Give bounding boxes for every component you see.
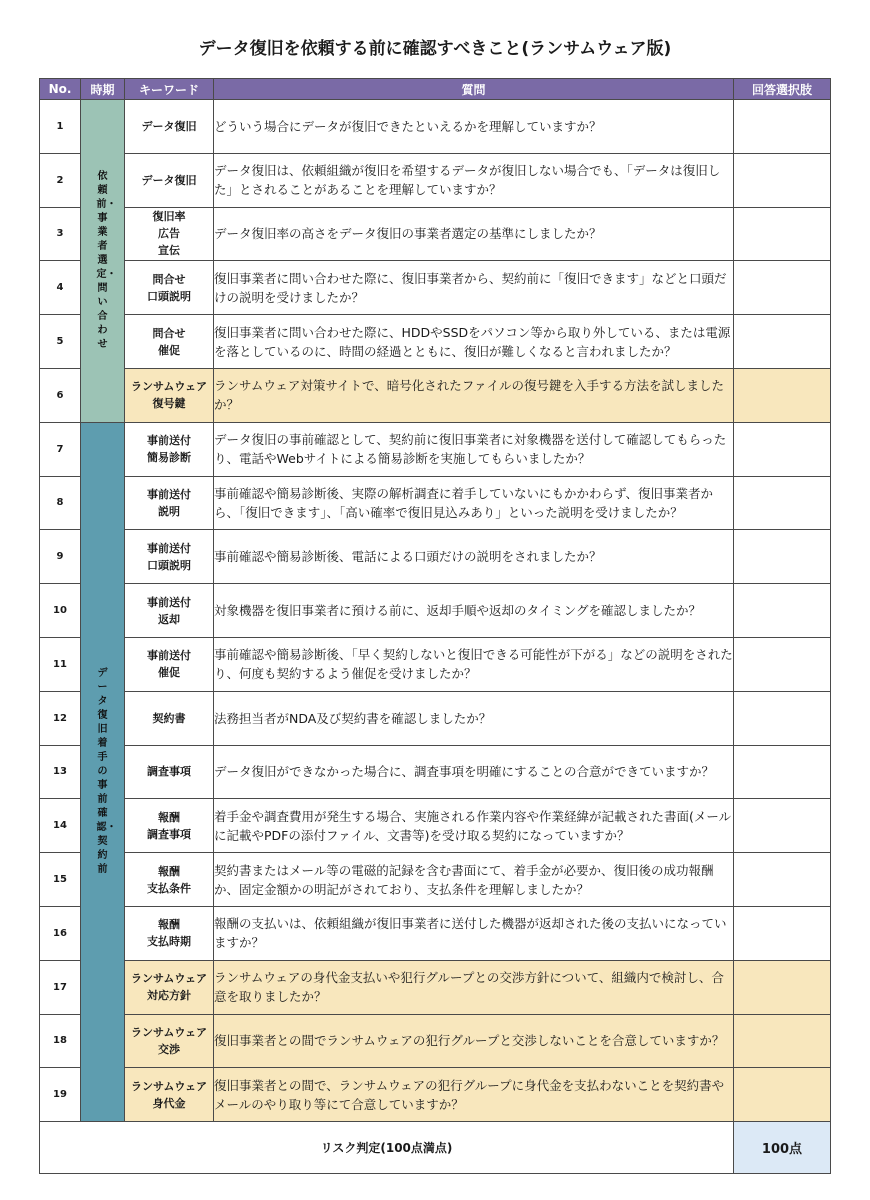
keyword-cell: データ復旧 <box>125 153 214 207</box>
header-period: 時期 <box>81 79 125 100</box>
row-number: 17 <box>40 960 81 1014</box>
row-number: 19 <box>40 1068 81 1122</box>
phase-label: データ復旧着手の事前確認・契約前 <box>96 667 117 875</box>
header-no: No. <box>40 79 81 100</box>
table-row <box>40 530 831 584</box>
row-number: 14 <box>40 799 81 853</box>
answer-cell[interactable] <box>734 745 831 799</box>
row-number: 8 <box>40 476 81 530</box>
question-cell: データ復旧は、依頼組織が復旧を希望するデータが復旧しない場合でも、「データは復旧した」とされることがあることを理解していますか？ <box>214 153 734 207</box>
row-number: 13 <box>40 745 81 799</box>
answer-cell[interactable] <box>734 906 831 960</box>
keyword-cell: ランサムウェア 身代金 <box>125 1068 214 1122</box>
keyword-cell: ランサムウェア 交渉 <box>125 1014 214 1068</box>
row-number: 11 <box>40 637 81 691</box>
answer-cell[interactable] <box>734 853 831 907</box>
answer-cell[interactable] <box>734 315 831 369</box>
phase-cell-1 <box>81 100 125 423</box>
table-row <box>40 315 831 369</box>
table-row <box>40 476 831 530</box>
keyword-cell: 問合せ 口頭説明 <box>125 261 214 315</box>
phase-cell-2 <box>81 422 125 1121</box>
keyword-cell: 事前送付 催促 <box>125 637 214 691</box>
row-number: 1 <box>40 100 81 154</box>
page-title: データ復旧を依頼する前に確認すべきこと(ランサムウェア版) <box>198 39 672 59</box>
keyword-cell: 事前送付 説明 <box>125 476 214 530</box>
risk-score: 100点 <box>734 1122 831 1174</box>
table-row <box>40 745 831 799</box>
answer-cell[interactable] <box>734 476 831 530</box>
answer-cell[interactable] <box>734 368 831 422</box>
question-cell: ランサムウェアの身代金支払いや犯行グループとの交渉方針について、組織内で検討し、合意を取りましたか？ <box>214 960 734 1014</box>
answer-cell[interactable] <box>734 261 831 315</box>
table-row <box>40 799 831 853</box>
row-number: 5 <box>40 315 81 369</box>
answer-cell[interactable] <box>734 960 831 1014</box>
answer-cell[interactable] <box>734 530 831 584</box>
table-row <box>40 691 831 745</box>
row-number: 9 <box>40 530 81 584</box>
answer-cell[interactable] <box>734 100 831 154</box>
row-number: 4 <box>40 261 81 315</box>
question-cell: 事前確認や簡易診断後、電話による口頭だけの説明をされましたか？ <box>214 530 734 584</box>
keyword-cell: 問合せ 催促 <box>125 315 214 369</box>
table-row <box>40 1014 831 1068</box>
row-number: 7 <box>40 422 81 476</box>
keyword-cell: 報酬 支払条件 <box>125 853 214 907</box>
question-cell: 事前確認や簡易診断後、実際の解析調査に着手していないにもかかわらず、復旧事業者から、「復旧できます」、「高い確率で復旧見込みあり」といった説明を受けましたか？ <box>214 476 734 530</box>
question-cell: データ復旧の事前確認として、契約前に復旧事業者に対象機器を送付して確認してもらったり、電話やWebサイトによる簡易診断を実施してもらいましたか？ <box>214 422 734 476</box>
table-row <box>40 1068 831 1122</box>
phase-label: 依頼前・事業者選定・問い合わせ <box>96 170 117 350</box>
row-number: 18 <box>40 1014 81 1068</box>
answer-cell[interactable] <box>734 691 831 745</box>
checklist-table <box>39 78 831 1174</box>
keyword-cell: 報酬 支払時期 <box>125 906 214 960</box>
row-number: 3 <box>40 207 81 261</box>
table-row <box>40 100 831 154</box>
row-number: 6 <box>40 368 81 422</box>
row-number: 16 <box>40 906 81 960</box>
question-cell: データ復旧率の高さをデータ復旧の事業者選定の基準にしましたか？ <box>214 207 734 261</box>
keyword-cell: ランサムウェア 復号鍵 <box>125 368 214 422</box>
table-row <box>40 637 831 691</box>
table-row <box>40 584 831 638</box>
table-row <box>40 906 831 960</box>
question-cell: 対象機器を復旧事業者に預ける前に、返却手順や返却のタイミングを確認しましたか？ <box>214 584 734 638</box>
keyword-cell: データ復旧 <box>125 100 214 154</box>
question-cell: 復旧事業者との間で、ランサムウェアの犯行グループに身代金を支払わないことを契約書やメールのやり取り等にて合意していますか？ <box>214 1068 734 1122</box>
question-cell: 復旧事業者に問い合わせた際に、HDDやSSDをパソコン等から取り外している、または電源を落としているのに、時間の経過とともに、復旧が難しくなると言われましたか？ <box>214 315 734 369</box>
risk-label: リスク判定(100点満点) <box>40 1122 734 1174</box>
answer-cell[interactable] <box>734 153 831 207</box>
header-answer: 回答選択肢 <box>734 79 831 100</box>
keyword-cell: 事前送付 簡易診断 <box>125 422 214 476</box>
header-question: 質問 <box>214 79 734 100</box>
keyword-cell: 契約書 <box>125 691 214 745</box>
table-row <box>40 153 831 207</box>
footer-row <box>40 1122 831 1174</box>
question-cell: 法務担当者がNDA及び契約書を確認しましたか？ <box>214 691 734 745</box>
answer-cell[interactable] <box>734 1014 831 1068</box>
answer-cell[interactable] <box>734 422 831 476</box>
table-row <box>40 422 831 476</box>
question-cell: データ復旧ができなかった場合に、調査事項を明確にすることの合意ができていますか？ <box>214 745 734 799</box>
keyword-cell: ランサムウェア 対応方針 <box>125 960 214 1014</box>
question-cell: 復旧事業者に問い合わせた際に、復旧事業者から、契約前に「復旧できます」などと口頭だけの説明を受けましたか？ <box>214 261 734 315</box>
answer-cell[interactable] <box>734 207 831 261</box>
table-row <box>40 261 831 315</box>
keyword-cell: 復旧率 広告 宣伝 <box>125 207 214 261</box>
question-cell: 着手金や調査費用が発生する場合、実施される作業内容や作業経緯が記載された書面(メールに記載やPDFの添付ファイル、文書等)を受け取る契約になっていますか？ <box>214 799 734 853</box>
keyword-cell: 事前送付 返却 <box>125 584 214 638</box>
keyword-cell: 調査事項 <box>125 745 214 799</box>
header-keyword: キーワード <box>125 79 214 100</box>
question-cell: 復旧事業者との間でランサムウェアの犯行グループと交渉しないことを合意していますか？ <box>214 1014 734 1068</box>
header-row <box>40 79 831 100</box>
keyword-cell: 報酬 調査事項 <box>125 799 214 853</box>
question-cell: 契約書またはメール等の電磁的記録を含む書面にて、着手金が必要か、復旧後の成功報酬か、固定金額かの明記がされており、支払条件を理解しましたか？ <box>214 853 734 907</box>
table-body <box>40 100 831 1122</box>
answer-cell[interactable] <box>734 1068 831 1122</box>
answer-cell[interactable] <box>734 637 831 691</box>
table-row <box>40 960 831 1014</box>
question-cell: 事前確認や簡易診断後、「早く契約しないと復旧できる可能性が下がる」などの説明をされたり、何度も契約するよう催促を受けましたか？ <box>214 637 734 691</box>
row-number: 2 <box>40 153 81 207</box>
row-number: 10 <box>40 584 81 638</box>
question-cell: ランサムウェア対策サイトで、暗号化されたファイルの復号鍵を入手する方法を試しましたか？ <box>214 368 734 422</box>
keyword-cell: 事前送付 口頭説明 <box>125 530 214 584</box>
answer-cell[interactable] <box>734 799 831 853</box>
row-number: 15 <box>40 853 81 907</box>
question-cell: 報酬の支払いは、依頼組織が復旧事業者に送付した機器が返却された後の支払いになっていますか？ <box>214 906 734 960</box>
row-number: 12 <box>40 691 81 745</box>
table-row <box>40 207 831 261</box>
table-row <box>40 853 831 907</box>
table-row <box>40 368 831 422</box>
question-cell: どういう場合にデータが復旧できたといえるかを理解していますか？ <box>214 100 734 154</box>
answer-cell[interactable] <box>734 584 831 638</box>
